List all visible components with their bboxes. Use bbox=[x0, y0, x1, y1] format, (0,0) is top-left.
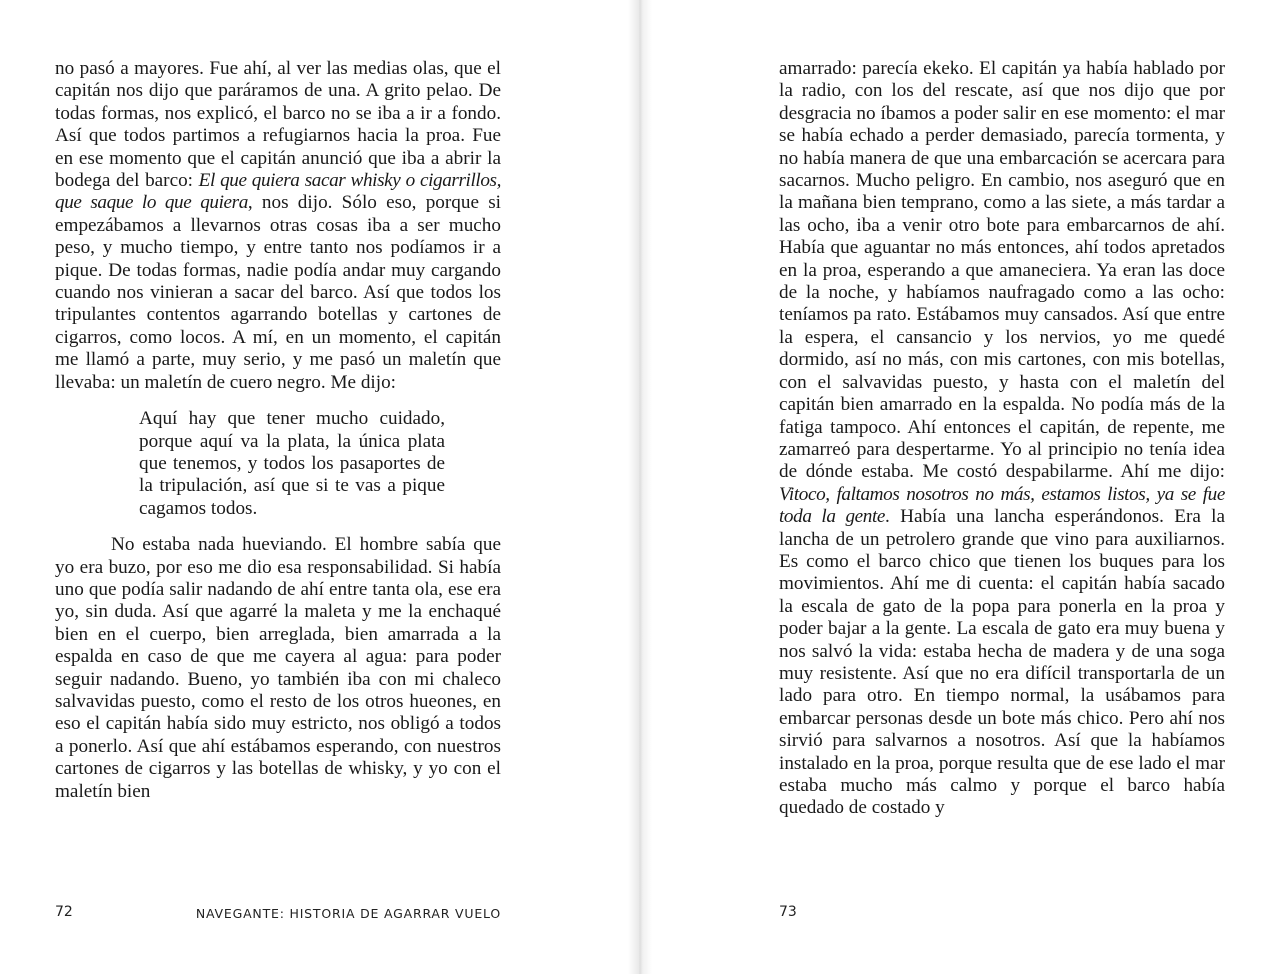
paragraph: No estaba nada hueviando. El hombre sabía que yo era buzo, por eso me dio esa responsabilidad. Si había uno que podía salir nadando de ahí entre tanta ola, ese era yo, sin duda. Así que agarré la maleta y me la enchaqué bien en el cuerpo, bien arreglada, bien amarrada a la espalda en caso de que me cayera al agua: para poder seguir nadando. Bueno, yo también iba con mi chaleco salvavidas puesto, como el resto de los otros hueones, en eso el capitán había sido muy estricto, nos obligó a todos a ponerlo. Así que ahí estábamos esperando, con nuestros cartones de cigarros y las botellas de whisky, y yo con el maletín bien bbox=[55, 534, 501, 802]
paragraph bbox=[779, 58, 1225, 820]
block-quote: Aquí hay que tener mucho cuidado, porque aquí va la plata, la única plata que tenemos, y todos los pasaportes de la tripulación, así que si te vas a pique cagamos todos. bbox=[139, 408, 445, 519]
right-page-body bbox=[779, 58, 1225, 820]
running-head: NAVEGANTE: HISTORIA DE AGARRAR VUELO bbox=[195, 906, 501, 921]
paragraph-text: amarrado: parecía ekeko. El capitán ya había hablado por la radio, con los del rescate, así que nos dijo que por desgracia no íbamos a poder salir en ese momento: el mar se había echado a perder demasiado, parecía tormenta, y no había manera de que una embarcación se acercara para sacarnos. Mucho peligro. En cambio, nos aseguró que en la mañana bien temprano, como a las siete, a más tardar a las ocho, iba a venir otro bote para embarcarnos de ahí. Había que aguantar no más entonces, ahí todos apretados en la proa, esperando a que amaneciera. Ya eran las doce de la noche, y habíamos naufragado como a las ocho: teníamos pa rato. Estábamos muy cansados. Así que entre la espera, el cansancio y los nervios, yo me quedé dormido, así no más, con mis cartones, con mis botellas, con el salvavidas puesto, y hasta con el maletín del capitán bien amarrado en la espalda. No podía más de la fatiga tampoco. Ahí entonces el capitán, de repente, me zamarreó para despertarme. Yo al principio no tenía idea de dónde estaba. Me costó despabilarme. Ahí me dijo: bbox=[779, 58, 1225, 483]
italic-quote: El que quiera sacar whisky o cigarrillos, que saque lo que quiera bbox=[55, 170, 501, 214]
paragraph-text: no pasó a mayores. Fue ahí, al ver las medias olas, que el capitán nos dijo que paráramos de una. A grito pelao. De todas formas, nos explicó, el barco no se iba a ir a fondo. Así que todos partimos a refugiarnos hacia la proa. Fue en ese momento que el capitán anunció que iba a abrir la bodega del barco: bbox=[55, 58, 501, 192]
right-page bbox=[640, 0, 1280, 974]
book-gutter bbox=[628, 0, 652, 974]
paragraph bbox=[55, 58, 501, 394]
page-number: 72 bbox=[55, 904, 73, 920]
paragraph-text: , nos dijo. Sólo eso, porque si empezábamos a llevarnos otras cosas iba a ser mucho peso, y mucho tiempo, y entre tanto nos podíamos ir a pique. De todas formas, nadie podía andar muy cargando cuando nos vinieran a sacar del barco. Así que todos los tripulantes contentos agarrando botellas y cartones de cigarros, como locos. A mí, en un momento, el capitán me llamó a parte, muy serio, y me pasó un maletín que llevaba: un maletín de cuero negro. Me dijo: bbox=[55, 192, 501, 393]
left-page-body bbox=[55, 58, 501, 803]
paragraph-text: . Había una lancha esperándonos. Era la lancha de un petrolero grande que vino para auxiliarnos. Es como el barco chico que tienen los buques para los movimientos. Ahí me di cuenta: el capitán había sacado la escala de gato de la popa para ponerla en la proa y poder bajar a la gente. La escala de gato era muy buena y nos salvó la vida: estaba hecha de madera y de una soga muy resistente. Así que no era difícil transportarla de un lado para otro. En tiempo normal, la usábamos para embarcar personas desde un bote más chico. Pero ahí nos sirvió para salvarnos a nosotros. Así que la habíamos instalado en la proa, porque resulta que de ese lado el mar estaba mucho más calmo y porque el barco había quedado de costado y bbox=[779, 506, 1226, 819]
italic-quote: Vitoco, faltamos nosotros no más, estamos listos, ya se fue toda la gente bbox=[779, 483, 1225, 528]
page-number: 73 bbox=[779, 904, 797, 920]
